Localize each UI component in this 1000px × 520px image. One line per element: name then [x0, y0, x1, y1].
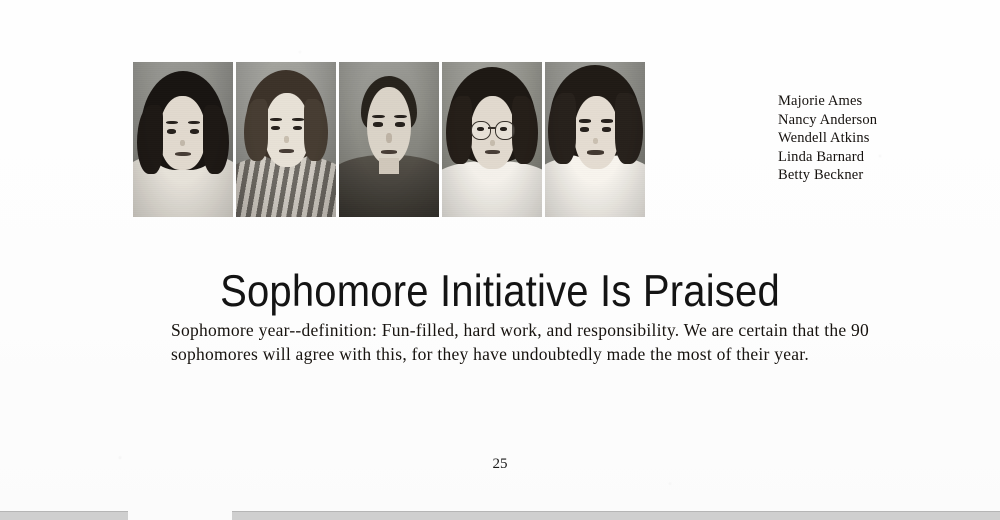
name-list-item-3: Wendell Atkins: [778, 130, 870, 147]
portrait-photo-4: [442, 62, 542, 217]
page-headline: Sophomore Initiative Is Praised: [220, 266, 780, 317]
name-list-item-5: Betty Beckner: [778, 167, 864, 184]
name-list-item-2: Nancy Anderson: [778, 111, 878, 128]
portrait-photo-1: [133, 62, 233, 217]
body-paragraph: Sophomore year--definition: Fun-filled, hard work, and responsibility. We are certain that the 90 sophomores will agree with this, for they have undoubtedly made the most of their year.: [171, 319, 869, 364]
portrait-photo-3: [339, 62, 439, 217]
name-list-item-4: Linda Barnard: [778, 148, 865, 165]
page-edge-right: [232, 511, 1000, 520]
name-list-item-1: Majorie Ames: [778, 93, 863, 109]
name-list: [778, 92, 877, 185]
portrait-photo-5: [545, 62, 645, 217]
portrait-strip: [133, 62, 645, 217]
page-edge-left: [0, 511, 128, 520]
portrait-photo-2: [236, 62, 336, 217]
page-number: 25: [492, 456, 508, 472]
